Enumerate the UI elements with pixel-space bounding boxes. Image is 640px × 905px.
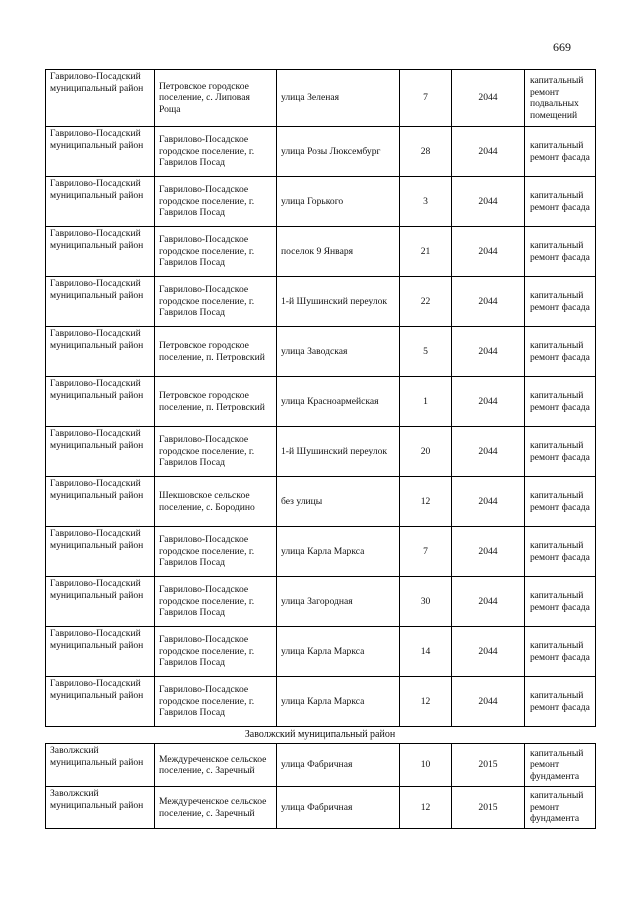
house-number-cell: 12 xyxy=(400,677,452,727)
settlement-cell: Гаврилово-Посадское городское поселение, г. Гаврилов Посад xyxy=(155,527,277,577)
district-cell: Гаврилово-Посадский муниципальный район xyxy=(46,527,155,577)
district-repair-table xyxy=(45,743,596,829)
district-cell: Гаврилово-Посадский муниципальный район xyxy=(46,227,155,277)
year-cell: 2044 xyxy=(452,70,525,127)
street-cell: 1-й Шушинский переулок xyxy=(277,277,400,327)
district-cell: Гаврилово-Посадский муниципальный район xyxy=(46,627,155,677)
settlement-cell: Гаврилово-Посадское городское поселение, г. Гаврилов Посад xyxy=(155,577,277,627)
district-cell: Гаврилово-Посадский муниципальный район xyxy=(46,277,155,327)
street-cell: улица Фабричная xyxy=(277,744,400,787)
work-type-cell: капитальный ремонт фасада xyxy=(525,327,596,377)
street-cell: улица Фабричная xyxy=(277,787,400,829)
district-cell: Гаврилово-Посадский муниципальный район xyxy=(46,577,155,627)
street-cell: улица Заводская xyxy=(277,327,400,377)
table-row xyxy=(46,477,596,527)
work-type-cell: капитальный ремонт фасада xyxy=(525,127,596,177)
settlement-cell: Гаврилово-Посадское городское поселение, г. Гаврилов Посад xyxy=(155,177,277,227)
street-cell: 1-й Шушинский переулок xyxy=(277,427,400,477)
street-cell: улица Загородная xyxy=(277,577,400,627)
district-cell: Заволжский муниципальный район xyxy=(46,744,155,787)
table-row xyxy=(46,527,596,577)
house-number-cell: 10 xyxy=(400,744,452,787)
page-number: 669 xyxy=(553,40,571,54)
settlement-cell: Гаврилово-Посадское городское поселение, г. Гаврилов Посад xyxy=(155,127,277,177)
settlement-cell: Междуреченское сельское поселение, с. Заречный xyxy=(155,787,277,829)
settlement-cell: Гаврилово-Посадское городское поселение, г. Гаврилов Посад xyxy=(155,427,277,477)
table-row xyxy=(46,227,596,277)
year-cell: 2044 xyxy=(452,327,525,377)
settlement-cell: Петровское городское поселение, п. Петровский xyxy=(155,327,277,377)
work-type-cell: капитальный ремонт фасада xyxy=(525,627,596,677)
street-cell: улица Розы Люксембург xyxy=(277,127,400,177)
table-row xyxy=(46,427,596,477)
settlement-cell: Петровское городское поселение, с. Липовая Роща xyxy=(155,70,277,127)
year-cell: 2044 xyxy=(452,277,525,327)
year-cell: 2044 xyxy=(452,427,525,477)
work-type-cell: капитальный ремонт фасада xyxy=(525,377,596,427)
house-number-cell: 3 xyxy=(400,177,452,227)
year-cell: 2044 xyxy=(452,377,525,427)
work-type-cell: капитальный ремонт фасада xyxy=(525,427,596,477)
district-cell: Гаврилово-Посадский муниципальный район xyxy=(46,127,155,177)
district-cell: Заволжский муниципальный район xyxy=(46,787,155,829)
year-cell: 2044 xyxy=(452,527,525,577)
street-cell: поселок 9 Января xyxy=(277,227,400,277)
district-cell: Гаврилово-Посадский муниципальный район xyxy=(46,377,155,427)
street-cell: улица Карла Маркса xyxy=(277,527,400,577)
year-cell: 2044 xyxy=(452,677,525,727)
year-cell: 2044 xyxy=(452,227,525,277)
work-type-cell: капитальный ремонт фасада xyxy=(525,177,596,227)
table-row xyxy=(46,127,596,177)
settlement-cell: Петровское городское поселение, п. Петровский xyxy=(155,377,277,427)
district-cell: Гаврилово-Посадский муниципальный район xyxy=(46,70,155,127)
house-number-cell: 5 xyxy=(400,327,452,377)
settlement-cell: Гаврилово-Посадское городское поселение, г. Гаврилов Посад xyxy=(155,627,277,677)
street-cell: улица Зеленая xyxy=(277,70,400,127)
settlement-cell: Междуреченское сельское поселение, с. Заречный xyxy=(155,744,277,787)
settlement-cell: Гаврилово-Посадское городское поселение, г. Гаврилов Посад xyxy=(155,677,277,727)
work-type-cell: капитальный ремонт фасада xyxy=(525,577,596,627)
repair-schedule-table xyxy=(45,69,596,727)
house-number-cell: 22 xyxy=(400,277,452,327)
work-type-cell: капитальный ремонт фундамента xyxy=(525,787,596,829)
work-type-cell: капитальный ремонт фасада xyxy=(525,527,596,577)
street-cell: улица Красноармейская xyxy=(277,377,400,427)
house-number-cell: 28 xyxy=(400,127,452,177)
house-number-cell: 7 xyxy=(400,527,452,577)
table-row xyxy=(46,327,596,377)
street-cell: улица Карла Маркса xyxy=(277,677,400,727)
house-number-cell: 30 xyxy=(400,577,452,627)
table-row xyxy=(46,177,596,227)
table-row xyxy=(46,70,596,127)
settlement-cell: Гаврилово-Посадское городское поселение, г. Гаврилов Посад xyxy=(155,227,277,277)
district-cell: Гаврилово-Посадский муниципальный район xyxy=(46,177,155,227)
work-type-cell: капитальный ремонт фасада xyxy=(525,277,596,327)
settlement-cell: Шекшовское сельское поселение, с. Бородино xyxy=(155,477,277,527)
table-row xyxy=(46,744,596,787)
table-row xyxy=(46,377,596,427)
table-row xyxy=(46,577,596,627)
year-cell: 2044 xyxy=(452,477,525,527)
year-cell: 2044 xyxy=(452,577,525,627)
street-cell: без улицы xyxy=(277,477,400,527)
house-number-cell: 21 xyxy=(400,227,452,277)
settlement-cell: Гаврилово-Посадское городское поселение, г. Гаврилов Посад xyxy=(155,277,277,327)
street-cell: улица Карла Маркса xyxy=(277,627,400,677)
table-row xyxy=(46,677,596,727)
house-number-cell: 20 xyxy=(400,427,452,477)
work-type-cell: капитальный ремонт фасада xyxy=(525,227,596,277)
house-number-cell: 12 xyxy=(400,787,452,829)
house-number-cell: 12 xyxy=(400,477,452,527)
table-row xyxy=(46,787,596,829)
section-heading: Заволжский муниципальный район xyxy=(244,729,396,740)
work-type-cell: капитальный ремонт фундамента xyxy=(525,744,596,787)
house-number-cell: 1 xyxy=(400,377,452,427)
year-cell: 2044 xyxy=(452,627,525,677)
year-cell: 2015 xyxy=(452,787,525,829)
year-cell: 2044 xyxy=(452,177,525,227)
house-number-cell: 14 xyxy=(400,627,452,677)
work-type-cell: капитальный ремонт фасада xyxy=(525,677,596,727)
work-type-cell: капитальный ремонт подвальных помещений xyxy=(525,70,596,127)
table-row xyxy=(46,277,596,327)
work-type-cell: капитальный ремонт фасада xyxy=(525,477,596,527)
year-cell: 2044 xyxy=(452,127,525,177)
district-cell: Гаврилово-Посадский муниципальный район xyxy=(46,477,155,527)
year-cell: 2015 xyxy=(452,744,525,787)
house-number-cell: 7 xyxy=(400,70,452,127)
table-row xyxy=(46,627,596,677)
district-cell: Гаврилово-Посадский муниципальный район xyxy=(46,427,155,477)
street-cell: улица Горького xyxy=(277,177,400,227)
district-cell: Гаврилово-Посадский муниципальный район xyxy=(46,677,155,727)
district-cell: Гаврилово-Посадский муниципальный район xyxy=(46,327,155,377)
